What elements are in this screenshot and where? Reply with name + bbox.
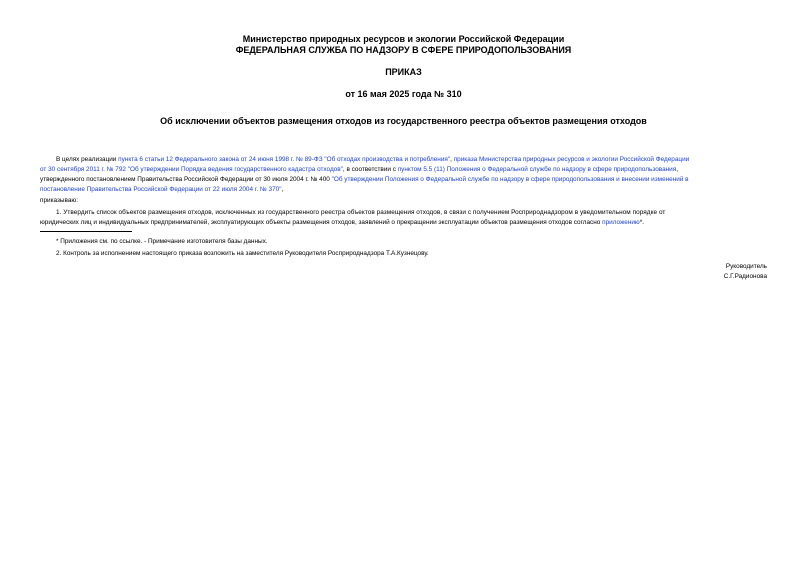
- signature-position: Руководитель: [725, 263, 767, 270]
- item-1-text: юридических лиц и индивидуальных предпринимателей, эксплуатирующих объекты размещения отходов, заявлений о прекращении эксплуатации объектов размещения отходов согласно: [40, 219, 603, 226]
- resolution-400-link-cont[interactable]: постановление Правительства Российской Федерации от 22 июля 2004 г. № 370": [40, 186, 282, 193]
- document-title: Об исключении объектов размещения отходов из государственного реестра объектов размещения отходов: [160, 116, 647, 126]
- ministry-name: Министерство природных ресурсов и экологии Российской Федерации: [242, 34, 565, 44]
- item-1-line-2: [40, 218, 768, 228]
- resolution-400-link[interactable]: "Об утверждении Положения о Федеральной службе по надзору в сфере природопользования и внесении изменений в: [331, 176, 689, 183]
- appendix-link[interactable]: приложению: [602, 219, 640, 226]
- preamble-text: , в соответствии с: [342, 166, 398, 173]
- preamble-text: ,: [450, 156, 454, 163]
- preamble-text: утвержденного постановлением Правительства Российской Федерации от 30 июля 2004 г. № 400: [40, 176, 332, 183]
- item-1-text-end: *.: [639, 219, 644, 226]
- preamble-line-3: [40, 175, 768, 185]
- preamble-text: В целях реализации: [56, 156, 119, 163]
- service-name: ФЕДЕРАЛЬНАЯ СЛУЖБА ПО НАДЗОРУ В СФЕРЕ ПРИРОДОПОЛЬЗОВАНИЯ: [235, 45, 572, 55]
- order-word: приказываю:: [40, 197, 78, 204]
- regulation-clause-link[interactable]: пунктом 5.5 (11) Положения о Федеральной службе по надзору в сфере природопользования: [397, 166, 677, 173]
- footnote-divider: [40, 231, 132, 232]
- item-2: 2. Контроль за исполнением настоящего приказа возложить на заместителя Руководителя Росприроднадзора Т.А.Кузнецову.: [56, 250, 429, 257]
- footnote: * Приложения см. по ссылке. - Примечание изготовителя базы данных.: [56, 238, 268, 245]
- ministry-order-link[interactable]: приказа Министерства природных ресурсов и экологии Российской Федерации: [453, 156, 690, 163]
- signature-name: С.Г.Радионова: [723, 273, 767, 280]
- preamble-line-2: [40, 165, 768, 175]
- ministry-order-link-cont[interactable]: от 30 сентября 2011 г. № 792 "Об утверждении Порядка ведения государственного кадастра отходов": [40, 166, 343, 173]
- law-89fz-link[interactable]: пункта 6 статьи 12 Федерального закона от 24 июня 1998 г. № 89-ФЗ "Об отходах производства и потребления": [118, 156, 451, 163]
- preamble-text: ,: [676, 166, 678, 173]
- document-date-number: от 16 мая 2025 года № 310: [345, 89, 462, 99]
- preamble-text: ,: [281, 186, 284, 193]
- item-1-line-1: 1. Утвердить список объектов размещения отходов, исключенных из государственного реестра объектов размещения отходов, в связи с получением Росприроднадзором в уведомительном порядке от: [56, 209, 666, 216]
- preamble-line-1: [40, 155, 768, 165]
- document-type: ПРИКАЗ: [385, 67, 422, 77]
- preamble-line-4: [40, 185, 768, 195]
